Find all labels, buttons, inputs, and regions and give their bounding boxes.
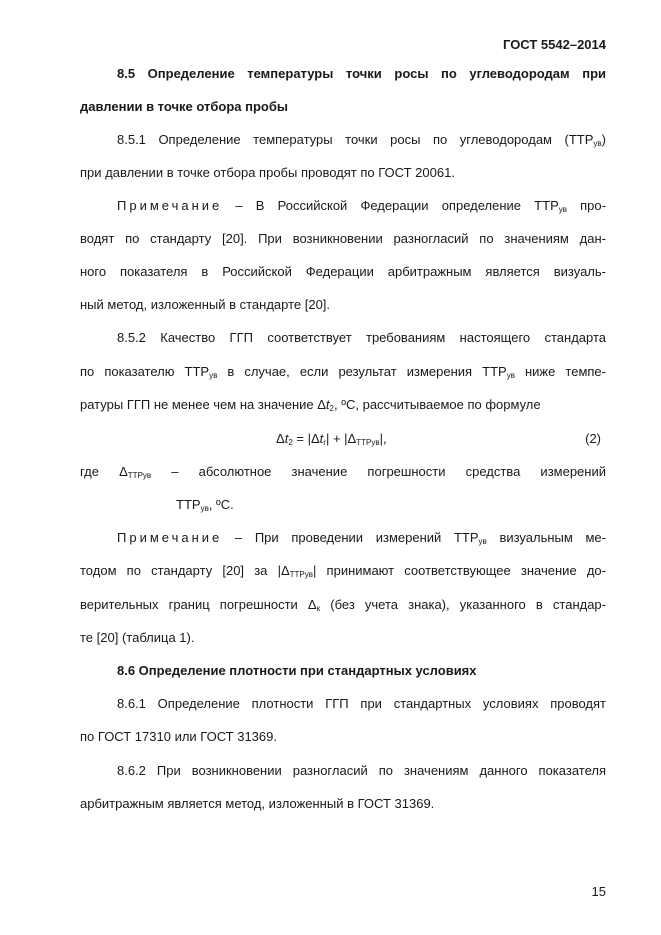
para-8-5-1-line1: 8.5.1 Определение температуры точки росы по углеводородам $(ТТР_{ув})$ (117, 132, 606, 148)
note-1-line2: водят по стандарту [20]. При возникновении разногласий по значениям дан- (80, 231, 606, 246)
para-8-5-2-line3: ратуры ГГП не менее чем на значение $\Delta t_2$, ºС, рассчитываемое по формуле (80, 397, 541, 413)
para-8-6-1-line1: 8.6.1 Определение плотности ГГП при стандартных условиях проводят (117, 696, 606, 711)
note-1-line3: ного показателя в Российской Федерации арбитражным является визуаль- (80, 264, 606, 279)
para-8-6-1-line2: по ГОСТ 17310 или ГОСТ 31369. (80, 729, 277, 744)
formula-explanation-line2: $ТТР_{ув}$, ºС. (176, 497, 234, 513)
para-8-5-2-line2: по показателю $ТТР_{ув}$ в случае, если результат измерения $ТТР_{ув}$ ниже темпе- (80, 364, 606, 380)
para-8-6-2-line2: арбитражным является метод, изложенный в ГОСТ 31369. (80, 796, 435, 811)
section-8-5-title-line1: 8.5 Определение температуры точки росы по углеводородам при (117, 66, 606, 81)
note-2-line3: верительных границ погрешности $\Delta_к$ (без учета знака), указанного в стандар- (80, 597, 606, 613)
page-number: 15 (591, 884, 606, 899)
section-8-6-title: 8.6 Определение плотности при стандартных условиях (117, 663, 477, 678)
formula-number: (2) (585, 431, 601, 446)
formula-2: $\Delta t_2 = |\Delta t_r| + |\Delta_{ТТРув}|$, (276, 431, 387, 447)
note-2-line4: те [20] (таблица 1). (80, 630, 195, 645)
note-1-line4: ный метод, изложенный в стандарте [20]. (80, 297, 331, 312)
para-8-6-2-line1: 8.6.2 При возникновении разногласий по значениям данного показателя (117, 763, 606, 778)
note-2-line1: Примечание – При проведении измерений $ТТР_{ув}$ визуальным ме- (117, 530, 606, 546)
note-1-line1: Примечание – В Российской Федерации определение $ТТР_{ув}$ про- (117, 198, 606, 214)
formula-explanation-line1: где $\Delta_{ТТРув}$ – абсолютное значение погрешности средства измерений (80, 464, 606, 480)
para-8-5-1-line2: при давлении в точке отбора пробы проводят по ГОСТ 20061. (80, 165, 455, 180)
document-header: ГОСТ 5542–2014 (503, 37, 606, 52)
note-2-line2: тодом по стандарту [20] за $|\Delta_{ТТРув}|$ принимают соответствующее значение до- (80, 563, 606, 579)
para-8-5-2-line1: 8.5.2 Качество ГГП соответствует требованиям настоящего стандарта (117, 330, 606, 345)
section-8-5-title-line2: давлении в точке отбора пробы (80, 99, 288, 114)
